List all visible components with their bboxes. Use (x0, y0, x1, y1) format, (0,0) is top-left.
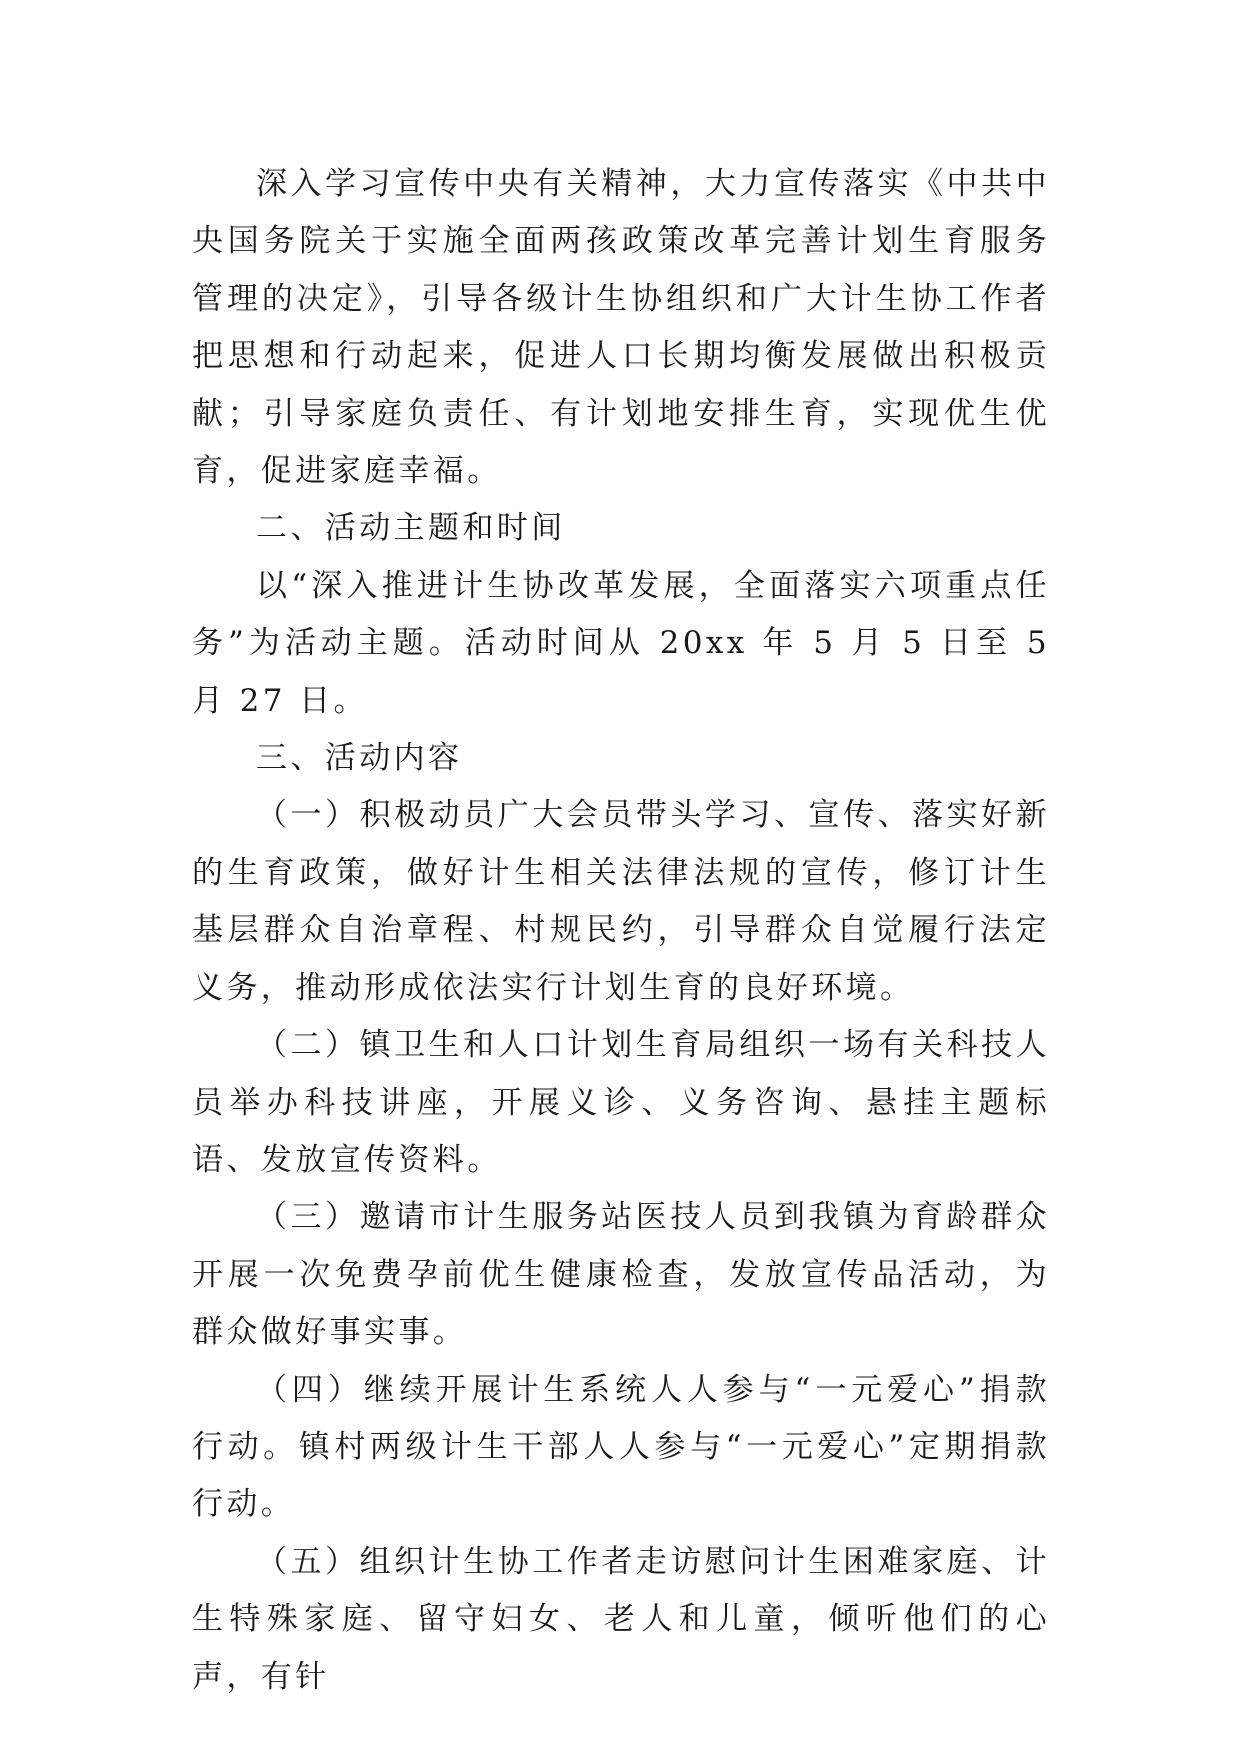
paragraph-item-5: （五）组织计生协工作者走访慰问计生困难家庭、计生特殊家庭、留守妇女、老人和儿童，倾听他们的心声，有针 (192, 1543, 1050, 1695)
section-heading-content: 三、活动内容 (256, 740, 463, 777)
document-page (192, 156, 1050, 1706)
section-heading-theme-time: 二、活动主题和时间 (256, 510, 566, 547)
paragraph-item-2: （二）镇卫生和人口计划生育局组织一场有关科技人员举办科技讲座，开展义诊、义务咨询、悬挂主题标语、发放宣传资料。 (192, 1027, 1050, 1178)
paragraph-item-1: （一）积极动员广大会员带头学习、宣传、落实好新的生育政策，做好计生相关法律法规的宣传，修订计生基层群众自治章程、村规民约，引导群众自觉履行法定义务，推动形成依法实行计划生育的良好环境。 (192, 797, 1050, 1006)
paragraph-item-4: （四）继续开展计生系统人人参与“一元爱心”捐款行动。镇村两级计生干部人人参与“一元爱心”定期捐款行动。 (192, 1371, 1050, 1523)
paragraph-theme: 以“深入推进计生协改革发展，全面落实六项重点任务”为活动主题。活动时间从 20xx 年 5 月 5 日至 5 月 27 日。 (192, 567, 1050, 719)
paragraph-intro: 深入学习宣传中央有关精神，大力宣传落实《中共中央国务院关于实施全面两孩政策改革完善计划生育服务管理的决定》，引导各级计生协组织和广大计生协工作者把思想和行动起来，促进人口长期均衡发展做出积极贡献；引导家庭负责任、有计划地安排生育，实现优生优育，促进家庭幸福。 (192, 166, 1050, 490)
paragraph-item-3: （三）邀请市计生服务站医技人员到我镇为育龄群众开展一次免费孕前优生健康检查，发放宣传品活动，为群众做好事实事。 (192, 1199, 1050, 1351)
